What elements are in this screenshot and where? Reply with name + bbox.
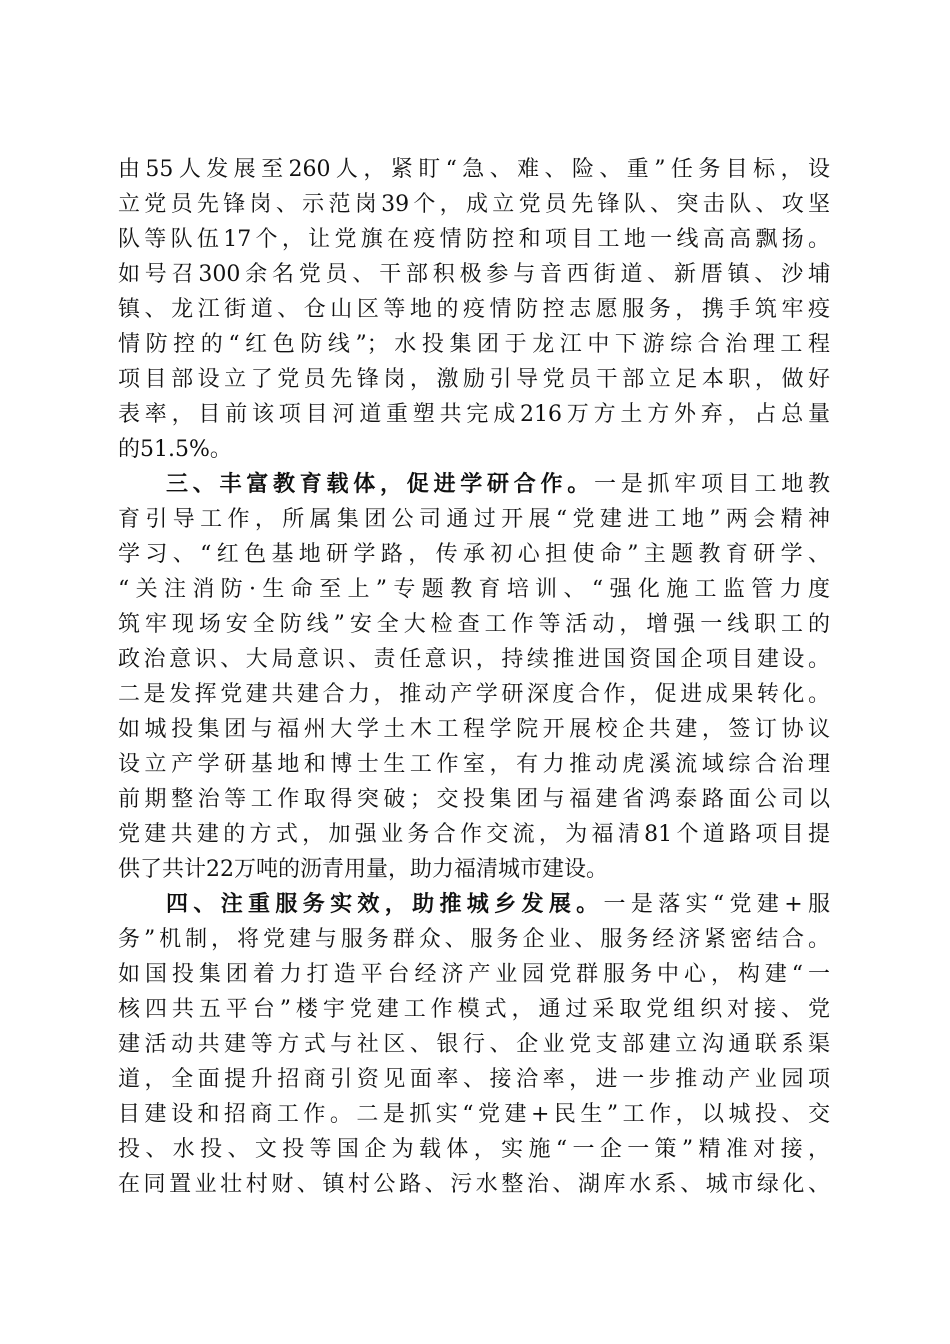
text-line: 如号召300余名党员、干部积极参与音西街道、新厝镇、沙埔 (118, 262, 830, 287)
text-line: 投、水投、文投等国企为载体，实施“一企一策”精准对接， (118, 1137, 830, 1162)
section-3-first-line (118, 467, 830, 502)
section-3-first-line-text: 一是抓牢项目工地教 (593, 472, 830, 497)
text-line: 如城投集团与福州大学土木工程学院开展校企共建，签订协议 (118, 717, 830, 742)
text-line: 镇、龙江街道、仓山区等地的疫情防控志愿服务，携手筑牢疫 (118, 297, 830, 322)
text-line: 供了共计22万吨的沥青用量，助力福清城市建设。 (118, 857, 608, 882)
text-line: 的51.5%。 (118, 437, 232, 462)
text-line: 道，全面提升招商引资见面率、接洽率，进一步推动产业园项 (118, 1067, 830, 1092)
section-4-first-line (118, 887, 830, 922)
text-line: 设立产学研基地和博士生工作室，有力推动虎溪流域综合治理 (118, 752, 830, 777)
text-line: 务”机制，将党建与服务群众、服务企业、服务经济紧密结合。 (118, 927, 830, 952)
text-line: 项目部设立了党员先锋岗，激励引导党员干部立足本职，做好 (118, 367, 830, 392)
text-line: 在同置业壮村财、镇村公路、污水整治、湖库水系、城市绿化、 (118, 1172, 830, 1197)
section-4-heading: 四、注重服务实效，助推城乡发展。 (166, 891, 604, 917)
text-line: 表率，目前该项目河道重塑共完成216万方土方外弃，占总量 (118, 402, 830, 427)
text-line: “关注消防·生命至上”专题教育培训、“强化施工监管力度 (118, 577, 830, 602)
text-line: 如国投集团着力打造平台经济产业园党群服务中心，构建“一 (118, 962, 830, 987)
text-line: 核四共五平台”楼宇党建工作模式，通过采取党组织对接、党 (118, 997, 830, 1022)
text-line: 筑牢现场安全防线”安全大检查工作等活动，增强一线职工的 (118, 612, 830, 637)
text-line: 队等队伍17个，让党旗在疫情防控和项目工地一线高高飘扬。 (118, 227, 830, 252)
text-line: 学习、“红色基地研学路，传承初心担使命”主题教育研学、 (118, 542, 830, 567)
text-line: 目建设和招商工作。二是抓实“党建+民生”工作，以城投、交 (118, 1102, 830, 1127)
text-line: 建活动共建等方式与社区、银行、企业党支部建立沟通联系渠 (118, 1032, 830, 1057)
section-3-heading: 三、丰富教育载体，促进学研合作。 (166, 471, 594, 497)
text-line: 育引导工作，所属集团公司通过开展“党建进工地”两会精神 (118, 507, 830, 532)
body-text (118, 152, 830, 1202)
text-line: 政治意识、大局意识、责任意识，持续推进国资国企项目建设。 (118, 647, 830, 672)
text-line: 立党员先锋岗、示范岗39个，成立党员先锋队、突击队、攻坚 (118, 192, 830, 217)
section-4-first-line-text: 一是落实“党建+服 (603, 892, 830, 917)
text-line: 党建共建的方式，加强业务合作交流，为福清81个道路项目提 (118, 822, 830, 847)
text-line: 情防控的“红色防线”；水投集团于龙江中下游综合治理工程 (118, 332, 830, 357)
text-line: 前期整治等工作取得突破；交投集团与福建省鸿泰路面公司以 (118, 787, 830, 812)
text-line: 由55人发展至260人，紧盯“急、难、险、重”任务目标，设 (118, 157, 830, 182)
text-line: 二是发挥党建共建合力，推动产学研深度合作，促进成果转化。 (118, 682, 830, 707)
